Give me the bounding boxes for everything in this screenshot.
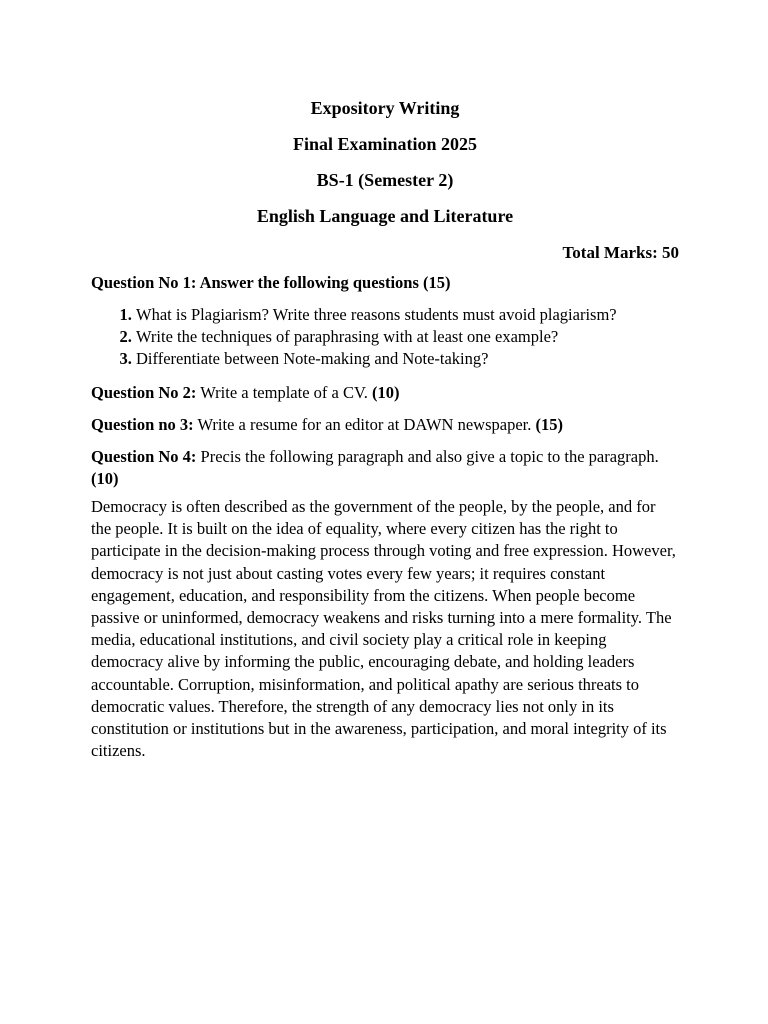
course-title: Expository Writing — [310, 98, 460, 118]
question-1-item: 1. What is Plagiarism? Write three reasons students must avoid plagiarism? — [136, 304, 679, 326]
question-3-label: Question no 3: — [91, 415, 194, 434]
exam-title: Final Examination 2025 — [292, 134, 478, 154]
question-3-text: Write a resume for an editor at DAWN newspaper. — [193, 415, 536, 434]
exam-header — [91, 90, 679, 234]
question-4-label: Question No 4: — [91, 447, 197, 466]
total-marks: Total Marks: 50 — [562, 243, 679, 262]
program-title: BS-1 (Semester 2) — [316, 170, 454, 190]
exam-paper — [91, 90, 679, 762]
question-1-item: 2. Write the techniques of paraphrasing with at least one example? — [136, 326, 679, 348]
question-1-item: 3. Differentiate between Note-making and Note-taking? — [136, 348, 679, 370]
question-4-text: Precis the following paragraph and also give a topic to the paragraph. — [196, 447, 659, 466]
question-4 — [91, 446, 679, 490]
precis-passage: Democracy is often described as the government of the people, by the people, and for the people. It is built on the idea of equality, where every citizen has the right to participate in the decision-making process through voting and free expression. However, democracy is not just about casting votes every few years; it requires constant engagement, education, and responsibility from the citizens. When people become passive or uninformed, democracy weakens and risks turning into a mere formality. The media, educational institutions, and civil society play a critical role in keeping democracy alive by informing the public, encouraging debate, and holding leaders accountable. Corruption, misinformation, and political apathy are serious threats to democratic values. Therefore, the strength of any democracy lies not only in its constitution or institutions but in the awareness, participation, and moral integrity of its citizens. — [91, 497, 676, 761]
question-2 — [91, 382, 679, 404]
question-1-heading: Question No 1: Answer the following questions (15) — [91, 273, 451, 292]
question-4-marks: (10) — [91, 469, 119, 488]
question-2-text: Write a template of a CV. — [196, 383, 373, 402]
question-3 — [91, 414, 679, 436]
question-2-label: Question No 2: — [91, 383, 197, 402]
department-title: English Language and Literature — [256, 206, 514, 226]
question-3-marks: (15) — [535, 415, 563, 434]
question-2-marks: (10) — [372, 383, 400, 402]
question-1-list — [91, 304, 679, 370]
